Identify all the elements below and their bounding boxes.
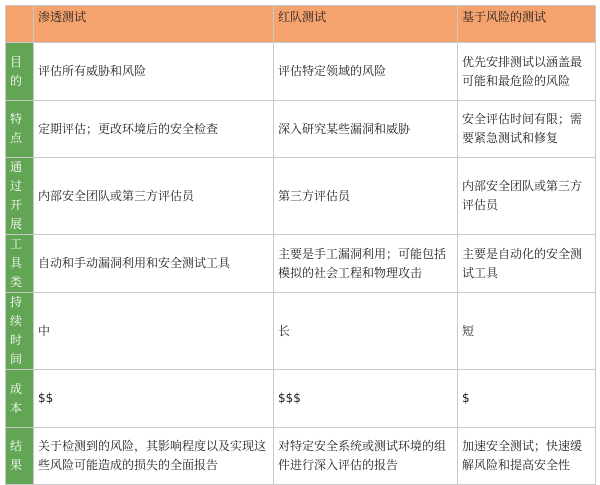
table-cell: 内部安全团队或第三方评估员 — [34, 158, 274, 235]
table-row-results — [6, 428, 596, 485]
table-cell: 评估特定领域的风险 — [274, 43, 458, 101]
table-cell: 评估所有威胁和风险 — [34, 43, 274, 101]
table-cell: 优先安排测试以涵盖最可能和最危险的风险 — [458, 43, 596, 101]
corner-cell — [6, 6, 34, 43]
row-header-duration: 持续时间 — [6, 293, 34, 370]
table-row-duration — [6, 293, 596, 370]
table-row-purpose — [6, 43, 596, 101]
row-header-purpose: 目的 — [6, 43, 34, 101]
table-cell: 安全评估时间有限；需要紧急测试和修复 — [458, 101, 596, 158]
table-header-row — [6, 6, 596, 43]
table-cell: 关于检测到的风险，其影响程度以及实现这些风险可能造成的损失的全面报告 — [34, 428, 274, 485]
table-cell: 第三方评估员 — [274, 158, 458, 235]
row-header-features: 特点 — [6, 101, 34, 158]
table-cell: 长 — [274, 293, 458, 370]
table-cell: 短 — [458, 293, 596, 370]
table-cell: 中 — [34, 293, 274, 370]
table-row-cost — [6, 370, 596, 428]
table-cell: 对特定安全系统或测试环境的组件进行深入评估的报告 — [274, 428, 458, 485]
table-row-conducted-by — [6, 158, 596, 235]
table-cell: 内部安全团队或第三方评估员 — [458, 158, 596, 235]
table-cell: 定期评估；更改环境后的安全检查 — [34, 101, 274, 158]
table-cell: 深入研究某些漏洞和威胁 — [274, 101, 458, 158]
table-row-features — [6, 101, 596, 158]
table-cell: $ — [458, 370, 596, 428]
row-header-results: 结果 — [6, 428, 34, 485]
table-cell: 主要是自动化的安全测试工具 — [458, 235, 596, 293]
column-header-penetration-testing: 渗透测试 — [34, 6, 274, 43]
column-header-red-team-testing: 红队测试 — [274, 6, 458, 43]
row-header-conducted-by: 通过开展 — [6, 158, 34, 235]
table-cell: $$ — [34, 370, 274, 428]
row-header-tools: 工具类 — [6, 235, 34, 293]
comparison-table — [5, 5, 596, 485]
table-cell: 自动和手动漏洞利用和安全测试工具 — [34, 235, 274, 293]
table-cell: $$$ — [274, 370, 458, 428]
table-cell: 加速安全测试；快速缓解风险和提高安全性 — [458, 428, 596, 485]
table-cell: 主要是手工漏洞利用；可能包括模拟的社会工程和物理攻击 — [274, 235, 458, 293]
row-header-cost: 成本 — [6, 370, 34, 428]
table-row-tools — [6, 235, 596, 293]
column-header-risk-based-testing: 基于风险的测试 — [458, 6, 596, 43]
